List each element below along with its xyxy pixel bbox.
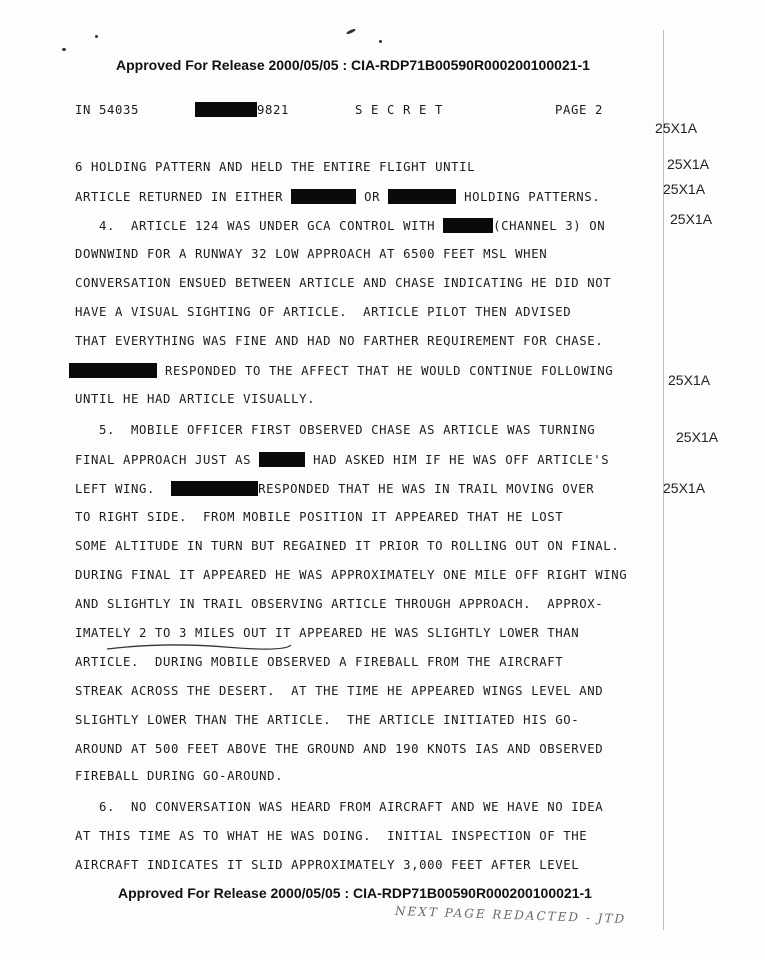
redaction-block bbox=[291, 189, 356, 204]
release-stamp-footer: Approved For Release 2000/05/05 : CIA-RDP71B00590R000200100021-1 bbox=[118, 885, 592, 901]
body-line: HAVE A VISUAL SIGHTING OF ARTICLE. ARTICLE PILOT THEN ADVISED bbox=[75, 305, 572, 319]
body-line: SOME ALTITUDE IN TURN BUT REGAINED IT PRIOR TO ROLLING OUT ON FINAL. bbox=[75, 539, 620, 553]
handwritten-underline bbox=[105, 640, 295, 654]
body-line: LEFT WING. RESPONDED THAT HE WAS IN TRAIL MOVING OVER bbox=[75, 482, 595, 496]
exemption-mark: 25X1A bbox=[663, 480, 706, 496]
message-number: IN 54035 bbox=[75, 103, 140, 117]
body-line: AND SLIGHTLY IN TRAIL OBSERVING ARTICLE THROUGH APPROACH. APPROX- bbox=[75, 597, 604, 611]
body-line: 6. NO CONVERSATION WAS HEARD FROM AIRCRAFT AND WE HAVE NO IDEA bbox=[75, 800, 604, 814]
body-line: ARTICLE RETURNED IN EITHER OR HOLDING PATTERNS. bbox=[75, 190, 601, 204]
exemption-mark: 25X1A bbox=[667, 156, 710, 172]
redaction-block bbox=[259, 452, 305, 467]
body-line: TO RIGHT SIDE. FROM MOBILE POSITION IT APPEARED THAT HE LOST bbox=[75, 510, 564, 524]
redacted-ref bbox=[195, 102, 289, 117]
exemption-mark: 25X1A bbox=[655, 120, 698, 136]
exemption-mark: 25X1A bbox=[676, 429, 719, 445]
body-line: FIREBALL DURING GO-AROUND. bbox=[75, 769, 284, 783]
body-line: STREAK ACROSS THE DESERT. AT THE TIME HE APPEARED WINGS LEVEL AND bbox=[75, 684, 604, 698]
body-line: DURING FINAL IT APPEARED HE WAS APPROXIMATELY ONE MILE OFF RIGHT WING bbox=[75, 568, 628, 582]
redaction-block bbox=[195, 102, 257, 117]
exemption-mark: 25X1A bbox=[663, 181, 706, 197]
redaction-block bbox=[443, 218, 493, 233]
scan-speck bbox=[95, 35, 98, 38]
body-line: AROUND AT 500 FEET ABOVE THE GROUND AND 190 KNOTS IAS AND OBSERVED bbox=[75, 742, 604, 756]
body-line: FINAL APPROACH JUST AS HAD ASKED HIM IF HE WAS OFF ARTICLE'S bbox=[75, 453, 610, 467]
redaction-block bbox=[388, 189, 456, 204]
redaction-block bbox=[69, 363, 157, 378]
body-line: RESPONDED TO THE AFFECT THAT HE WOULD CONTINUE FOLLOWING bbox=[69, 363, 613, 378]
body-line: CONVERSATION ENSUED BETWEEN ARTICLE AND CHASE INDICATING HE DID NOT bbox=[75, 276, 612, 290]
body-line: 4. ARTICLE 124 WAS UNDER GCA CONTROL WITH (CHANNEL 3) ON bbox=[75, 219, 606, 233]
ref-suffix: 9821 bbox=[257, 103, 290, 117]
scan-speck bbox=[346, 28, 356, 35]
body-line: ARTICLE. DURING MOBILE OBSERVED A FIREBALL FROM THE AIRCRAFT bbox=[75, 655, 564, 669]
scan-speck bbox=[62, 48, 66, 51]
handwritten-note: NEXT PAGE REDACTED - JTD bbox=[394, 903, 627, 927]
release-stamp-header: Approved For Release 2000/05/05 : CIA-RDP71B00590R000200100021-1 bbox=[116, 57, 590, 73]
body-line: AT THIS TIME AS TO WHAT HE WAS DOING. INITIAL INSPECTION OF THE bbox=[75, 829, 588, 843]
body-line: DOWNWIND FOR A RUNWAY 32 LOW APPROACH AT 6500 FEET MSL WHEN bbox=[75, 247, 548, 261]
exemption-mark: 25X1A bbox=[668, 372, 711, 388]
body-line: THAT EVERYTHING WAS FINE AND HAD NO FARTHER REQUIREMENT FOR CHASE. bbox=[75, 334, 604, 348]
body-line: SLIGHTLY LOWER THAN THE ARTICLE. THE ARTICLE INITIATED HIS GO- bbox=[75, 713, 580, 727]
page-number: PAGE 2 bbox=[555, 103, 604, 117]
classification-marking: S E C R E T bbox=[355, 103, 444, 117]
body-line: IMATELY 2 TO 3 MILES OUT IT APPEARED HE WAS SLIGHTLY LOWER THAN bbox=[75, 626, 580, 640]
body-line: 6 HOLDING PATTERN AND HELD THE ENTIRE FLIGHT UNTIL bbox=[75, 160, 476, 174]
body-line: 5. MOBILE OFFICER FIRST OBSERVED CHASE AS ARTICLE WAS TURNING bbox=[75, 423, 596, 437]
redaction-block bbox=[171, 481, 258, 496]
body-line: UNTIL HE HAD ARTICLE VISUALLY. bbox=[75, 392, 316, 406]
body-line: AIRCRAFT INDICATES IT SLID APPROXIMATELY 3,000 FEET AFTER LEVEL bbox=[75, 858, 580, 872]
exemption-mark: 25X1A bbox=[670, 211, 713, 227]
scan-speck bbox=[379, 40, 382, 43]
